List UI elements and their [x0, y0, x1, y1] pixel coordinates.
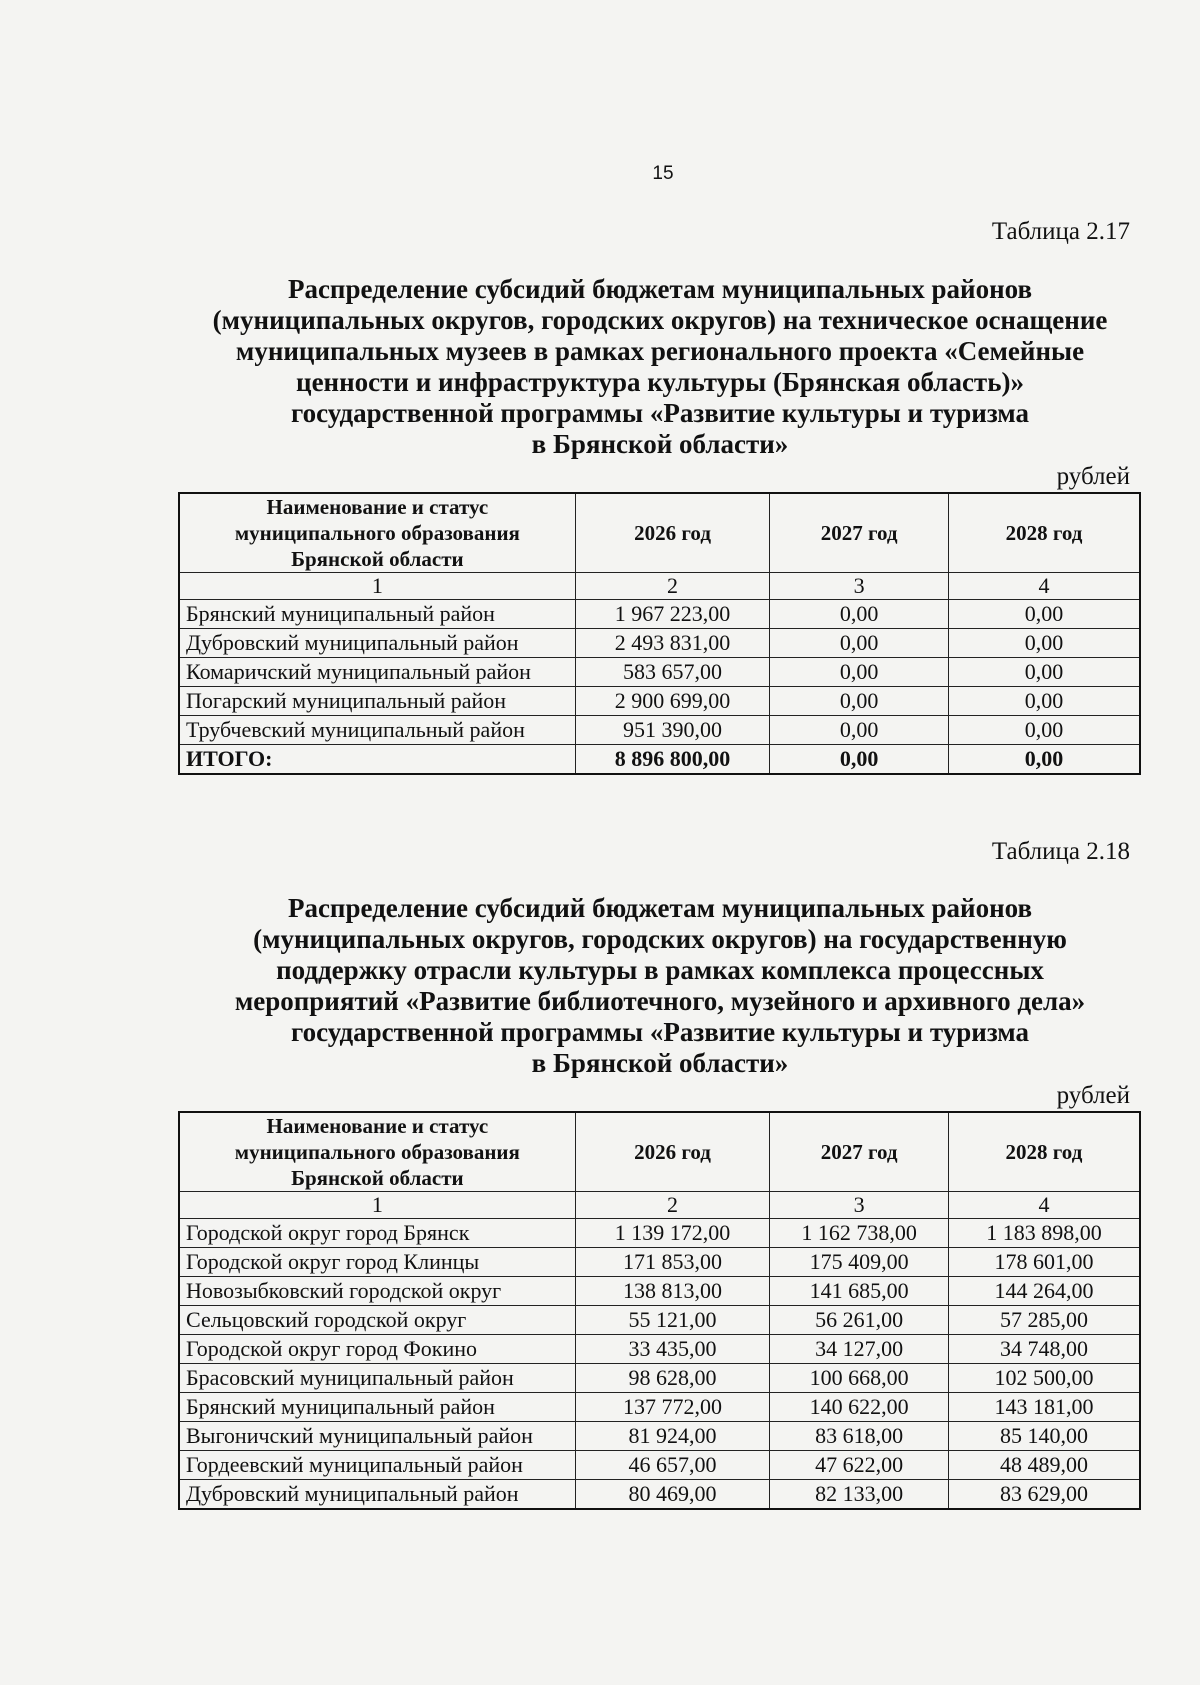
row-value-2027: 175 409,00 [770, 1248, 949, 1277]
header-name: Наименование и статус муниципального образования Брянской области [179, 1112, 575, 1192]
header-2026: 2026 год [575, 493, 770, 573]
row-value-2028: 34 748,00 [948, 1335, 1140, 1364]
title-line: Распределение субсидий бюджетам муниципальных районов [287, 274, 1033, 304]
table-label: Таблица 2.17 [991, 218, 1130, 245]
row-value-2026: 98 628,00 [575, 1364, 770, 1393]
title-line: муниципальных музеев в рамках регионального проекта «Семейные [235, 336, 1085, 366]
row-value-2026: 951 390,00 [575, 716, 770, 745]
header-name: Наименование и статус муниципального образования Брянской области [179, 493, 575, 573]
title-line: Распределение субсидий бюджетам муниципальных районов [287, 893, 1033, 923]
table-row [179, 687, 1140, 716]
row-name: Трубчевский муниципальный район [179, 716, 575, 745]
header-2027: 2027 год [770, 493, 949, 573]
table-row [179, 629, 1140, 658]
row-value-2027: 100 668,00 [770, 1364, 949, 1393]
table-row [179, 600, 1140, 629]
row-value-2026: 2 900 699,00 [575, 687, 770, 716]
table-row [179, 1306, 1140, 1335]
index-row [179, 573, 1140, 600]
header-2026: 2026 год [575, 1112, 770, 1192]
total-2028: 0,00 [948, 745, 1140, 775]
row-value-2027: 34 127,00 [770, 1335, 949, 1364]
row-name: Комаричский муниципальный район [179, 658, 575, 687]
table-title [180, 893, 1140, 1079]
table-title [180, 274, 1140, 460]
total-label: ИТОГО: [179, 745, 575, 775]
row-name: Погарский муниципальный район [179, 687, 575, 716]
row-value-2028: 1 183 898,00 [948, 1219, 1140, 1248]
unit-label: рублей [1056, 1082, 1130, 1109]
row-name: Дубровский муниципальный район [179, 1480, 575, 1510]
row-value-2028: 144 264,00 [948, 1277, 1140, 1306]
row-name: Дубровский муниципальный район [179, 629, 575, 658]
unit-label: рублей [1056, 463, 1130, 490]
row-value-2028: 102 500,00 [948, 1364, 1140, 1393]
subsidy-table [178, 1111, 1141, 1510]
row-value-2028: 143 181,00 [948, 1393, 1140, 1422]
index-row [179, 1192, 1140, 1219]
row-value-2026: 46 657,00 [575, 1451, 770, 1480]
row-value-2026: 33 435,00 [575, 1335, 770, 1364]
index-cell: 4 [948, 1192, 1140, 1219]
row-name: Брянский муниципальный район [179, 600, 575, 629]
title-line: ценности и инфраструктура культуры (Брянская область)» [296, 367, 1024, 397]
title-line: поддержку отрасли культуры в рамках комплекса процессных [276, 955, 1044, 985]
row-value-2027: 47 622,00 [770, 1451, 949, 1480]
row-value-2026: 583 657,00 [575, 658, 770, 687]
total-2026: 8 896 800,00 [575, 745, 770, 775]
row-value-2027: 0,00 [770, 658, 949, 687]
row-name: Выгоничский муниципальный район [179, 1422, 575, 1451]
header-2027: 2027 год [770, 1112, 949, 1192]
index-cell: 3 [770, 573, 949, 600]
header-row [179, 1112, 1140, 1192]
title-line: в Брянской области» [531, 1048, 789, 1078]
row-value-2027: 0,00 [770, 600, 949, 629]
row-name: Городской округ город Клинцы [179, 1248, 575, 1277]
total-2027: 0,00 [770, 745, 949, 775]
index-cell: 2 [575, 573, 770, 600]
row-value-2026: 137 772,00 [575, 1393, 770, 1422]
table-row [179, 1480, 1140, 1510]
title-line: мероприятий «Развитие библиотечного, музейного и архивного дела» [234, 986, 1086, 1016]
row-value-2028: 0,00 [948, 658, 1140, 687]
row-name: Брянский муниципальный район [179, 1393, 575, 1422]
row-name: Городской округ город Фокино [179, 1335, 575, 1364]
row-name: Брасовский муниципальный район [179, 1364, 575, 1393]
row-value-2026: 138 813,00 [575, 1277, 770, 1306]
subsidy-table [178, 492, 1141, 775]
row-name: Гордеевский муниципальный район [179, 1451, 575, 1480]
title-line: (муниципальных округов, городских округов) на государственную [253, 924, 1067, 954]
title-line: государственной программы «Развитие культуры и туризма [290, 398, 1030, 428]
row-value-2026: 2 493 831,00 [575, 629, 770, 658]
row-value-2028: 48 489,00 [948, 1451, 1140, 1480]
row-value-2026: 1 139 172,00 [575, 1219, 770, 1248]
row-value-2026: 1 967 223,00 [575, 600, 770, 629]
row-value-2026: 81 924,00 [575, 1422, 770, 1451]
row-value-2027: 0,00 [770, 687, 949, 716]
row-value-2027: 83 618,00 [770, 1422, 949, 1451]
table-label: Таблица 2.18 [991, 838, 1130, 865]
row-name: Сельцовский городской округ [179, 1306, 575, 1335]
table-row [179, 1277, 1140, 1306]
page-number: 15 [652, 163, 674, 184]
row-value-2027: 82 133,00 [770, 1480, 949, 1510]
header-2028: 2028 год [948, 493, 1140, 573]
total-row [179, 745, 1140, 775]
row-value-2028: 57 285,00 [948, 1306, 1140, 1335]
row-value-2027: 1 162 738,00 [770, 1219, 949, 1248]
row-value-2026: 55 121,00 [575, 1306, 770, 1335]
header-row [179, 493, 1140, 573]
index-cell: 4 [948, 573, 1140, 600]
table-row [179, 1393, 1140, 1422]
index-cell: 2 [575, 1192, 770, 1219]
table-row [179, 658, 1140, 687]
row-value-2028: 85 140,00 [948, 1422, 1140, 1451]
table-row [179, 716, 1140, 745]
table-row [179, 1364, 1140, 1393]
row-value-2028: 0,00 [948, 629, 1140, 658]
row-value-2027: 56 261,00 [770, 1306, 949, 1335]
row-value-2027: 0,00 [770, 716, 949, 745]
row-value-2028: 0,00 [948, 716, 1140, 745]
table-row [179, 1451, 1140, 1480]
table-row [179, 1248, 1140, 1277]
header-2028: 2028 год [948, 1112, 1140, 1192]
row-value-2026: 171 853,00 [575, 1248, 770, 1277]
table-row [179, 1335, 1140, 1364]
index-cell: 1 [179, 573, 575, 600]
title-line: (муниципальных округов, городских округов) на техническое оснащение [212, 305, 1108, 335]
index-cell: 1 [179, 1192, 575, 1219]
title-line: в Брянской области» [531, 429, 789, 459]
row-value-2027: 0,00 [770, 629, 949, 658]
table-row [179, 1219, 1140, 1248]
table-row [179, 1422, 1140, 1451]
row-value-2028: 0,00 [948, 687, 1140, 716]
row-value-2028: 0,00 [948, 600, 1140, 629]
row-value-2028: 83 629,00 [948, 1480, 1140, 1510]
row-name: Новозыбковский городской округ [179, 1277, 575, 1306]
index-cell: 3 [770, 1192, 949, 1219]
row-value-2026: 80 469,00 [575, 1480, 770, 1510]
row-name: Городской округ город Брянск [179, 1219, 575, 1248]
row-value-2028: 178 601,00 [948, 1248, 1140, 1277]
row-value-2027: 140 622,00 [770, 1393, 949, 1422]
row-value-2027: 141 685,00 [770, 1277, 949, 1306]
title-line: государственной программы «Развитие культуры и туризма [290, 1017, 1030, 1047]
